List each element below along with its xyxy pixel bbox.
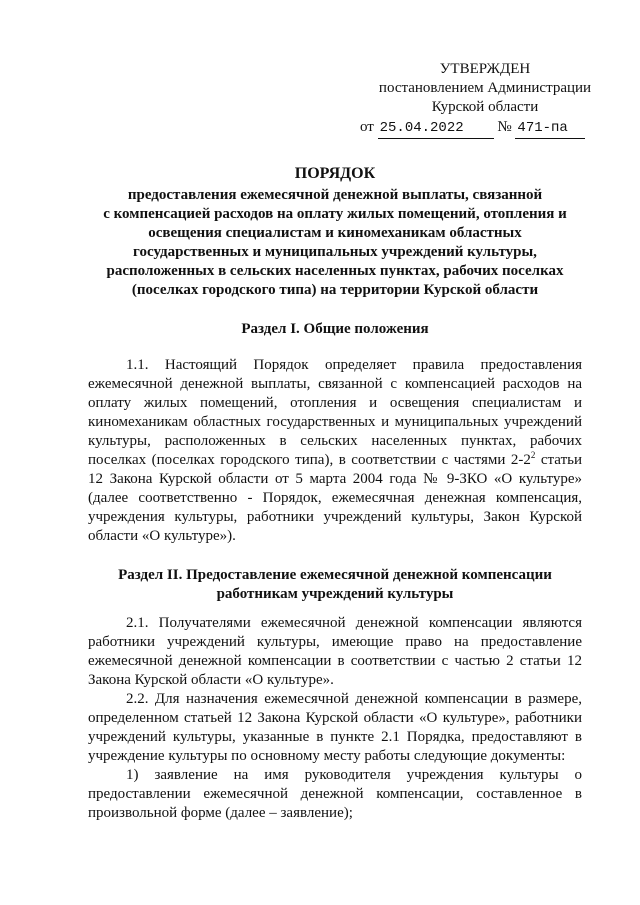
section1-heading: Раздел I. Общие положения — [241, 321, 429, 337]
approval-stamp — [360, 60, 600, 139]
approval-date-line — [360, 118, 600, 139]
section2-heading-line2: работникам учреждений культуры — [216, 586, 454, 602]
title-line: расположенных в сельских населенных пунктах, рабочих поселках — [106, 263, 564, 279]
date-prefix: от — [360, 119, 374, 135]
approval-date: 25.04.2022 — [378, 119, 494, 139]
title-line: государственных и муниципальных учреждений культуры, — [133, 244, 537, 260]
paragraph-2-2-item-1: 1) заявление на имя руководителя учреждения культуры о предоставлении ежемесячной денежной компенсации, составленное в произвольной форме (далее – заявление); — [88, 767, 582, 821]
paragraph-2-1: 2.1. Получателями ежемесячной денежной компенсации являются работники учреждений культуры, имеющие право на предоставление ежемесячной денежной компенсации в соответствии с частью 2 статьи 12 Закона Курской области «О культуре». — [88, 615, 582, 688]
section2-heading — [88, 566, 582, 604]
approval-heading: УТВЕРЖДЕН — [439, 61, 531, 77]
section2-body — [88, 614, 582, 823]
paragraph-1-1 — [88, 356, 582, 546]
approval-number: 471-па — [515, 119, 585, 139]
title-line: освещения специалистам и киномеханикам областных — [148, 225, 522, 241]
document-title — [88, 164, 582, 300]
section2-heading-line1: Раздел II. Предоставление ежемесячной денежной компенсации — [118, 567, 552, 583]
title-main: ПОРЯДОК — [294, 165, 376, 182]
superscript: 2 — [530, 450, 536, 460]
title-line: предоставления ежемесячной денежной выплаты, связанной — [127, 187, 543, 203]
approval-issuer-line1: постановлением Администрации — [378, 80, 592, 96]
section1-body — [88, 356, 582, 546]
number-prefix: № — [497, 119, 512, 135]
paragraph-1-1-part-a: 1.1. Настоящий Порядок определяет правила предоставления ежемесячной денежной выплаты, связанной с компенсацией расходов на оплату жилых помещений, отопления и освещения специалистам и киномеханикам областных государственных и муниципальных учреждений культуры, расположенных в сельских населенных пунктах, рабочих поселках (поселках городского типа), в соответствии с частями 2-2 — [88, 357, 582, 468]
title-line: с компенсацией расходов на оплату жилых помещений, отопления и — [103, 206, 567, 222]
title-line: (поселках городского типа) на территории Курской области — [131, 282, 539, 298]
paragraph-1-1-part-b: статьи 12 Закона Курской области от 5 марта 2004 года № 9-ЗКО «О культуре» (далее соответственно - Порядок, ежемесячная денежная компенсация, учреждения культуры, работники учреждений культуры, Закон Курской области «О культуре»). — [88, 452, 582, 544]
approval-issuer-line2: Курской области — [431, 99, 539, 115]
paragraph-2-2: 2.2. Для назначения ежемесячной денежной компенсации в размере, определенном статьей 12 Закона Курской области «О культуре», работники учреждений культуры, указанные в пункте 2.1 Порядка, предоставляют в учреждение культуры по основному месту работы следующие документы: — [88, 691, 582, 764]
